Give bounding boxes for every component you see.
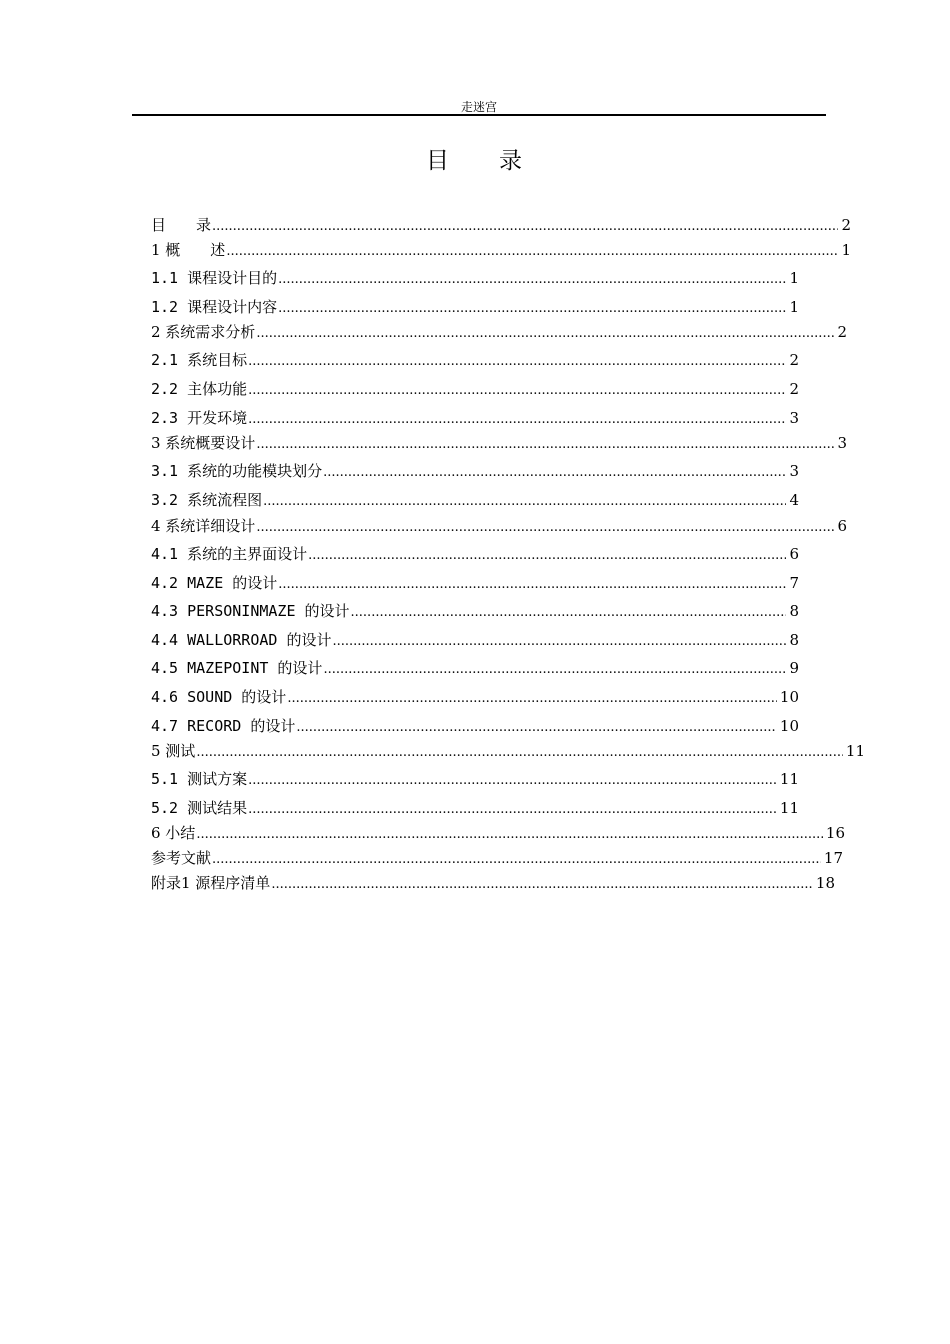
toc-entry-5-2[interactable] <box>151 797 799 819</box>
toc-label: 3.1 系统的功能模块划分 <box>151 462 323 480</box>
toc-page: 3 <box>789 409 799 427</box>
toc-page: 7 <box>789 574 799 592</box>
toc-leader <box>308 545 786 565</box>
toc-label: 4.3 PERSONINMAZE 的设计 <box>151 602 350 620</box>
toc-page: 18 <box>815 874 835 892</box>
toc-page: 3 <box>789 462 799 480</box>
toc-entry-references[interactable] <box>151 847 843 869</box>
toc-entry-4-4[interactable] <box>151 629 799 651</box>
toc-leader <box>263 491 786 511</box>
toc-leader <box>248 409 786 429</box>
toc-leader <box>271 874 813 894</box>
toc-leader <box>196 742 843 762</box>
toc-page: 3 <box>837 434 847 452</box>
toc-label: 3.2 系统流程图 <box>151 491 263 509</box>
title-char-left: 目 <box>426 148 451 174</box>
toc-entry-2-2[interactable] <box>151 378 799 400</box>
toc-page: 6 <box>789 545 799 563</box>
toc-page: 10 <box>779 717 799 735</box>
toc-label: 5.1 测试方案 <box>151 770 248 788</box>
toc-leader <box>212 216 838 236</box>
toc-leader <box>332 631 786 651</box>
toc-entry-4-7[interactable] <box>151 715 799 737</box>
toc-label: 4.7 RECORD 的设计 <box>151 717 296 735</box>
toc-page: 8 <box>789 602 799 620</box>
toc-leader <box>278 298 786 318</box>
toc-entry-4-6[interactable] <box>151 686 799 708</box>
toc-leader <box>248 770 777 790</box>
toc-entry-1-2[interactable] <box>151 296 799 318</box>
toc-page: 1 <box>789 269 799 287</box>
toc-label: 目 录 <box>151 216 212 234</box>
toc-leader <box>278 574 786 594</box>
toc-label: 附录1 源程序清单 <box>151 874 271 892</box>
toc-entry-3-1[interactable] <box>151 460 799 482</box>
title-char-right: 录 <box>499 148 524 174</box>
toc-page: 2 <box>841 216 851 234</box>
toc-entry-2[interactable] <box>151 321 847 343</box>
toc-entry-5[interactable] <box>151 740 865 762</box>
toc-entry-2-3[interactable] <box>151 407 799 429</box>
toc-label: 3 系统概要设计 <box>151 434 256 452</box>
toc-entry-1[interactable] <box>151 239 851 261</box>
toc-leader <box>226 241 838 261</box>
toc-entry-contents[interactable] <box>151 214 851 236</box>
toc-label: 4.4 WALLORROAD 的设计 <box>151 631 332 649</box>
toc-label: 1.1 课程设计目的 <box>151 269 278 287</box>
toc-label: 1.2 课程设计内容 <box>151 298 278 316</box>
toc-entry-6[interactable] <box>151 822 845 844</box>
toc-entry-4[interactable] <box>151 515 847 537</box>
toc-label: 4.1 系统的主界面设计 <box>151 545 308 563</box>
header-text: 走迷宫 <box>460 100 497 114</box>
toc-entry-4-1[interactable] <box>151 543 799 565</box>
toc-leader <box>278 269 786 289</box>
toc-entry-5-1[interactable] <box>151 768 799 790</box>
toc-entry-1-1[interactable] <box>151 267 799 289</box>
toc-page: 11 <box>779 770 799 788</box>
toc-page: 16 <box>825 824 845 842</box>
toc-page: 10 <box>779 688 799 706</box>
toc-leader <box>212 849 821 869</box>
toc-entry-appendix-1[interactable] <box>151 872 835 894</box>
toc-entry-3[interactable] <box>151 432 847 454</box>
toc-leader <box>196 824 823 844</box>
toc-page: 4 <box>789 491 799 509</box>
toc-label: 2.3 开发环境 <box>151 409 248 427</box>
toc-leader <box>256 517 834 537</box>
toc-page: 2 <box>837 323 847 341</box>
toc-leader <box>256 434 834 454</box>
toc-label: 4.6 SOUND 的设计 <box>151 688 287 706</box>
toc-page: 2 <box>789 351 799 369</box>
toc-page: 8 <box>789 631 799 649</box>
toc-entry-4-5[interactable] <box>151 657 799 679</box>
toc-label: 1 概 述 <box>151 241 226 259</box>
toc-leader <box>351 602 787 622</box>
toc-label: 2 系统需求分析 <box>151 323 256 341</box>
toc-leader <box>248 351 786 371</box>
toc-leader <box>296 717 777 737</box>
toc-label: 5.2 测试结果 <box>151 799 248 817</box>
toc-page: 1 <box>789 298 799 316</box>
toc-entry-4-3[interactable] <box>151 600 799 622</box>
toc-page: 1 <box>841 241 851 259</box>
toc-leader <box>287 688 777 708</box>
toc-entry-4-2[interactable] <box>151 572 799 594</box>
toc-leader <box>248 799 777 819</box>
toc-leader <box>323 462 786 482</box>
toc-page: 17 <box>823 849 843 867</box>
toc-label: 参考文献 <box>151 849 212 867</box>
toc-label: 4.2 MAZE 的设计 <box>151 574 278 592</box>
toc-label: 6 小结 <box>151 824 196 842</box>
toc-entry-3-2[interactable] <box>151 489 799 511</box>
toc-label: 4 系统详细设计 <box>151 517 256 535</box>
toc-label: 2.1 系统目标 <box>151 351 248 369</box>
toc-label: 5 测试 <box>151 742 196 760</box>
toc-label: 4.5 MAZEPOINT 的设计 <box>151 659 323 677</box>
toc-page: 11 <box>779 799 799 817</box>
toc-page: 11 <box>845 742 865 760</box>
toc-page: 6 <box>837 517 847 535</box>
toc-leader <box>256 323 834 343</box>
toc-page: 2 <box>789 380 799 398</box>
toc-entry-2-1[interactable] <box>151 349 799 371</box>
toc-leader <box>248 380 786 400</box>
toc-leader <box>323 659 786 679</box>
toc-page: 9 <box>789 659 799 677</box>
toc-label: 2.2 主体功能 <box>151 380 248 398</box>
